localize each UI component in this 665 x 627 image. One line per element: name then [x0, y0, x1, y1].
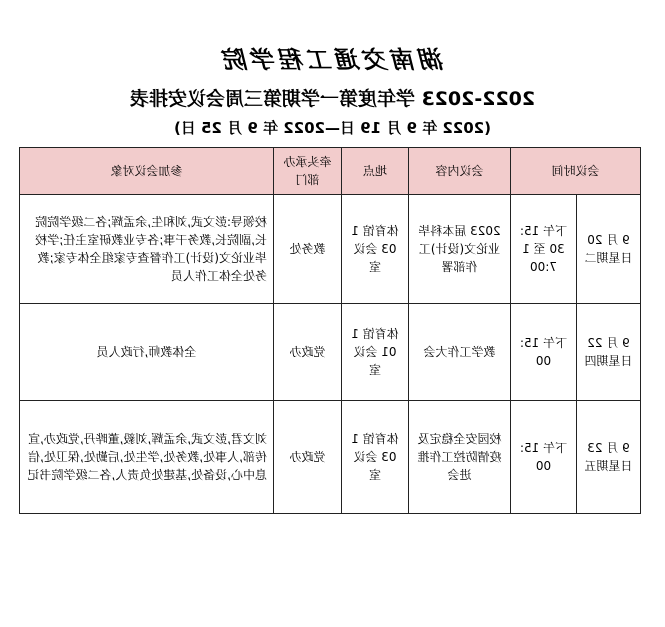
cell-location: 体育馆 101 会议室 — [341, 304, 408, 401]
cell-location: 体育馆 103 会议室 — [341, 401, 408, 514]
cell-attendees: 刘文君,彭文武,余孟辉,刘毅,董晔丹,党政办,宣传部,人事处,教务处,学生处,后勤处,保卫处,信息中心,设备处,基建处负责人,各二级学院书记 — [19, 401, 273, 514]
page-title: 2022-2023 学年度第一学期第三周会议安排表 — [129, 88, 536, 110]
cell-content: 2023 届本科毕业论文(设计)工作部署 — [408, 195, 510, 304]
header-attendees: 参加会议对象 — [19, 148, 273, 195]
school-logo-text: 湖南交通工程学院 — [220, 45, 445, 74]
cell-location: 体育馆 103 会议室 — [341, 195, 408, 304]
cell-date: 9 月 22 日星期四 — [577, 304, 641, 401]
cell-date: 9 月 20 日星期二 — [577, 195, 641, 304]
cell-time: 下午 15:00 — [510, 401, 576, 514]
cell-content: 教学工作大会 — [408, 304, 510, 401]
cell-department: 教务处 — [273, 195, 341, 304]
table-header-row — [19, 148, 640, 195]
cell-date: 9 月 23 日星期五 — [577, 401, 641, 514]
header-time: 会议时间 — [510, 148, 640, 195]
table-row — [19, 401, 640, 514]
cell-time: 下午 15:00 — [510, 304, 576, 401]
table-row — [19, 304, 640, 401]
cell-time: 下午 15:30 至 17:00 — [510, 195, 576, 304]
cell-department: 党政办 — [273, 304, 341, 401]
meeting-table — [19, 147, 641, 514]
cell-attendees: 校领导:彭文武,刘和生,余孟辉;各二级学院院长,副院长,教务干事;各专业教研室主任;学校毕业论文(设计)工作督查专家组全体专家;教务处全体工作人员 — [19, 195, 273, 304]
cell-department: 党政办 — [273, 401, 341, 514]
cell-attendees: 全体教师,行政人员 — [19, 304, 273, 401]
header-department: 牵头承办部门 — [273, 148, 341, 195]
date-range: (2022 年 9 月 19 日—2022 年 9 月 25 日) — [173, 119, 492, 137]
table-row — [19, 195, 640, 304]
header-location: 地点 — [341, 148, 408, 195]
header-content: 会议内容 — [408, 148, 510, 195]
cell-content: 校园安全稳定及疫情防控工作推进会 — [408, 401, 510, 514]
